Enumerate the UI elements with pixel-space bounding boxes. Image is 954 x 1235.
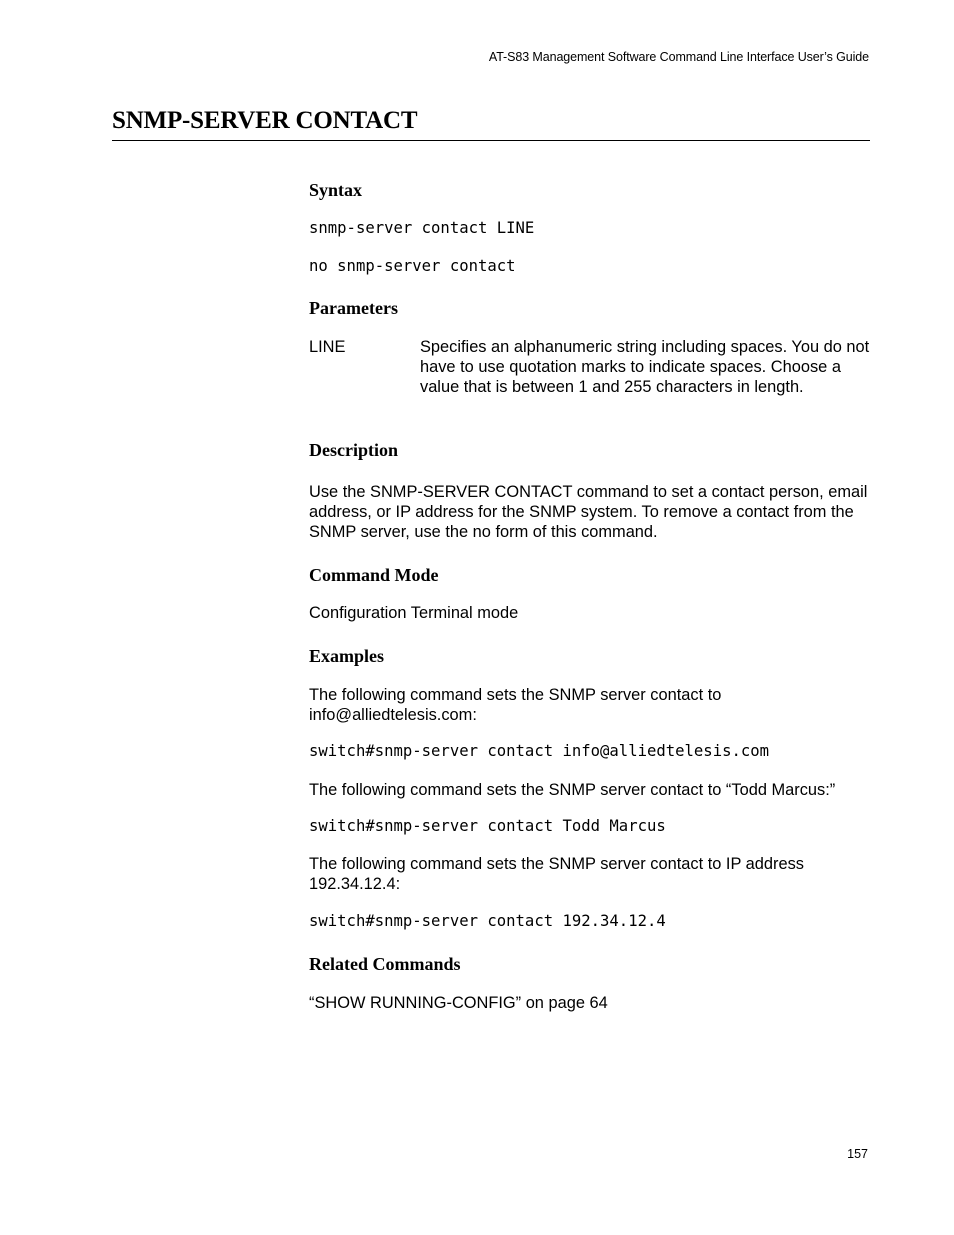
page-number: 157	[847, 1147, 868, 1161]
parameters-heading: Parameters	[309, 298, 398, 318]
example-1-code: switch#snmp-server contact info@alliedtelesis.com	[309, 742, 770, 760]
description-text: Use the SNMP-SERVER CONTACT command to set a contact person, email address, or IP address for the SNMP system. To remove a contact from the SNMP server, use the no form of this command.	[309, 483, 868, 542]
parameter-description: Specifies an alphanumeric string including spaces. You do not have to use quotation marks to indicate spaces. Choose a value that is between 1 and 255 characters in length.	[420, 338, 870, 397]
example-3-code: switch#snmp-server contact 192.34.12.4	[309, 912, 666, 930]
example-3-text: The following command sets the SNMP server contact to IP address 192.34.12.4:	[309, 855, 804, 894]
example-2-text: The following command sets the SNMP server contact to “Todd Marcus:”	[309, 781, 836, 799]
running-header: AT-S83 Management Software Command Line Interface User’s Guide	[488, 50, 869, 64]
examples-heading: Examples	[309, 646, 385, 666]
syntax-line-1: snmp-server contact LINE	[309, 219, 535, 237]
related-commands-heading: Related Commands	[309, 954, 461, 974]
title-divider	[112, 140, 870, 141]
description-heading: Description	[309, 440, 398, 460]
page-title: SNMP-SERVER CONTACT	[112, 107, 418, 134]
syntax-line-2: no snmp-server contact	[309, 257, 516, 275]
related-command-link[interactable]: “SHOW RUNNING-CONFIG” on page 64	[309, 994, 608, 1012]
command-mode-text: Configuration Terminal mode	[309, 604, 519, 622]
command-mode-heading: Command Mode	[309, 565, 439, 585]
example-1-text: The following command sets the SNMP server contact to info@alliedtelesis.com:	[309, 686, 722, 725]
syntax-heading: Syntax	[309, 180, 363, 200]
parameter-name: LINE	[309, 338, 346, 356]
example-2-code: switch#snmp-server contact Todd Marcus	[309, 817, 666, 835]
